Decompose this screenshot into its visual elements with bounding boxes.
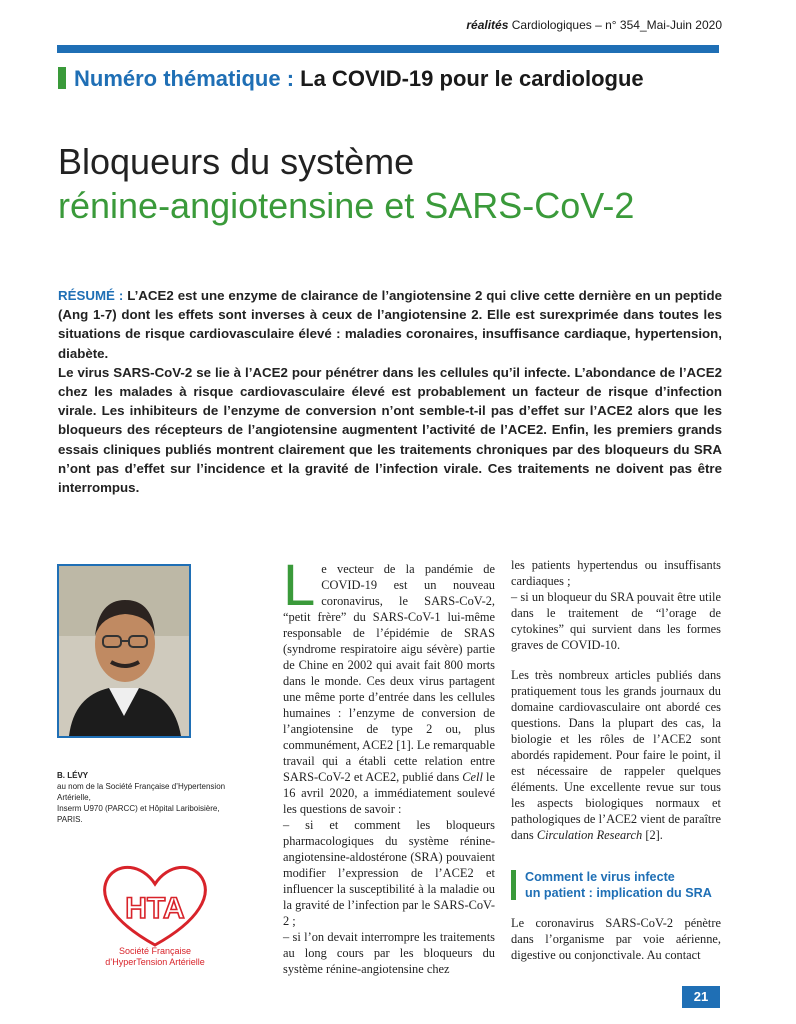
logo-letters: HTA xyxy=(125,892,185,925)
journal-issue: Cardiologiques – n° 354_Mai-Juin 2020 xyxy=(508,18,722,32)
author-photo xyxy=(57,564,191,738)
author-affiliation-2: Inserm U970 (PARCC) et Hôpital Lariboisière, xyxy=(57,804,220,813)
rubric-heading xyxy=(58,66,728,92)
author-name: B. LÉVY xyxy=(57,771,89,780)
header-rule xyxy=(57,45,719,53)
author-block xyxy=(57,770,257,825)
body-paragraph-question-3: – si un bloqueur du SRA pouvait être utile dans le traitement de “l’orage de cytokines” qui survient dans les formes graves de COVID-10. xyxy=(511,590,721,652)
articles-text-a: Les très nombreux articles publiés dans pratiquement tous les grands journaux du domaine cardiovasculaire ont abordé ces questions. Dans la plupart des cas, la biologie et les rôles de l’ACE2 sont abordés rapidement. Pour faire le point, il est nécessaire de rappeler quelques éléments. Une excellente revue sur tous les aspects biologiques normaux et pathologiques de l’ACE2 vient de paraître dans xyxy=(511,668,721,842)
hta-logo xyxy=(80,850,230,970)
title-line-2: rénine-angiotensine et SARS-CoV-2 xyxy=(58,185,635,226)
author-portrait-image xyxy=(59,566,189,736)
intro-text-a: e vecteur de la pandémie de COVID-19 est un nouveau coronavirus, le SARS-CoV-2, “petit frère” du SARS-CoV-1 lui-même responsable de l’épidémie de SRAS (syndrome respiratoire aigu sévère) partie de Chine en 2002 qui avait fait 800 morts dans le monde. Ces deux virus partagent une même porte d’entrée dans les cellules humaines : l’enzyme de conversion de l’angiotensine de type 2 ou, plus communément, ACE2 [1]. Le remarquable travail qui a établi cette relation entre SARS-CoV-2 et ACE2, publié dans xyxy=(283,562,495,784)
body-paragraph-question-2: – si l’on devait interrompre les traitements au long cours par les bloqueurs du système rénine-angiotensine chez xyxy=(283,930,495,976)
body-paragraph-articles xyxy=(511,667,721,843)
body-paragraph-intro xyxy=(283,553,495,817)
articles-text-b: [2]. xyxy=(642,828,663,842)
author-affiliation-1: au nom de la Société Française d’Hypertension Artérielle, xyxy=(57,782,226,802)
author-city: PARIS. xyxy=(57,815,83,824)
title-line-1: Bloqueurs du système xyxy=(58,141,415,182)
body-column-2 xyxy=(283,553,495,977)
intro-text-b: le 16 avril 2020, a immédiatement soulevé les questions de savoir : xyxy=(283,770,495,816)
abstract-text-1: L’ACE2 est une enzyme de clairance de l’angiotensine 2 qui clive cette dernière en un peptide (Ang 1-7) dont les effets sont inverses à ceux de l’angiotensine 2. Elle est surexprimée dans toutes les situations de risque cardiovasculaire élevé : maladies coronaires, insuffisance cardiaque, hypertension, diabète. xyxy=(58,288,723,361)
rubric-label: Numéro thématique : xyxy=(74,66,295,91)
journal-cell: Cell xyxy=(462,770,483,784)
hta-heart-icon xyxy=(80,850,230,970)
abstract xyxy=(58,286,722,497)
journal-header xyxy=(466,18,722,32)
abstract-paragraph-1 xyxy=(58,286,722,363)
rubric-topic: La COVID-19 pour le cardiologue xyxy=(294,66,644,91)
body-paragraph-coronavirus: Le coronavirus SARS-CoV-2 pénètre dans l’organisme par voie aérienne, digestive ou conjonctivale. Au contact xyxy=(511,916,721,962)
logo-line-2: d’HyperTension Artérielle xyxy=(105,957,205,967)
subheading-line-1: Comment le virus infecte xyxy=(525,870,675,884)
article-title xyxy=(58,140,738,228)
subheading-gap xyxy=(511,901,721,915)
journal-name: réalités xyxy=(466,18,509,32)
section-gap xyxy=(511,843,721,869)
subheading-line-2: un patient : implication du SRA xyxy=(525,886,712,900)
drop-cap: L xyxy=(283,553,316,618)
logo-line-1: Société Française xyxy=(118,946,192,956)
paragraph-gap xyxy=(511,653,721,667)
rubric-marker xyxy=(58,67,66,89)
abstract-label: RÉSUMÉ : xyxy=(58,288,124,303)
journal-circ-research: Circulation Research xyxy=(536,828,643,842)
subheading-marker xyxy=(511,870,516,900)
body-column-3 xyxy=(511,557,721,963)
body-paragraph-question-1: – si et comment les bloqueurs pharmacologiques du système rénine-angiotensine-aldostérone (SRA) pouvaient modifier l’expression de l’ACE2 et influencer la susceptibilité à la maladie ou la gravité de l’infection par le SARS-CoV-2 ; xyxy=(283,818,495,928)
body-paragraph-patients: les patients hypertendus ou insuffisants cardiaques ; xyxy=(511,558,721,588)
abstract-paragraph-2: Le virus SARS-CoV-2 se lie à l’ACE2 pour pénétrer dans les cellules qu’il infecte. L’abondance de l’ACE2 chez les malades à risque cardiovasculaire élevé est probablement un facteur de risque d’infection virale. Les inhibiteurs de l’enzyme de conversion n’ont semble-t-il pas d’effet sur l’ACE2 alors que les bloqueurs des récepteurs de l’angiotensine augmentent l’activité de l’ACE2. Enfin, les premiers grands essais cliniques publiés montrent clairement que les traitements chroniques par des bloqueurs du SRA n’ont pas d’effet sur l’incidence et la gravité de l’infection virale. Ces traitements ne doivent pas être interrompus. xyxy=(58,364,722,496)
page-number: 21 xyxy=(682,986,720,1008)
section-subheading xyxy=(511,869,721,901)
